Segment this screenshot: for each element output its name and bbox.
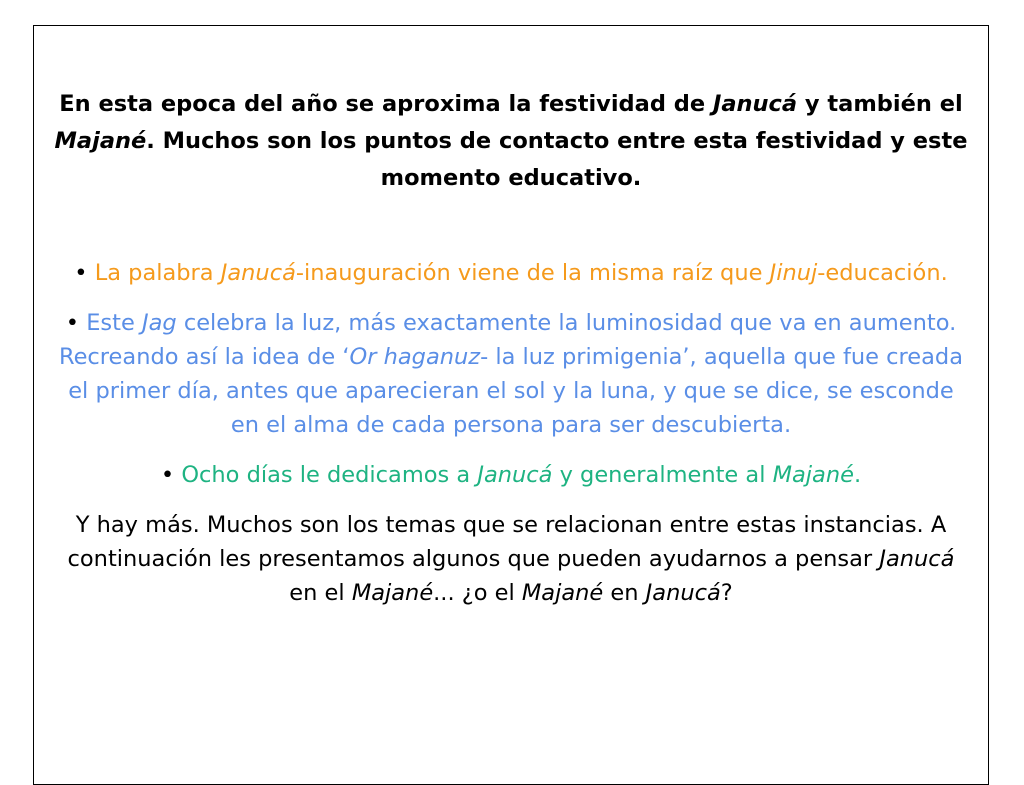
closing-text-4: en <box>603 580 646 606</box>
bullet1-italic-januca: Janucá <box>220 260 296 286</box>
slide-frame <box>33 25 989 785</box>
closing-text-3: ... ¿o el <box>433 580 522 606</box>
bullet2-italic-or-haganuz: Or haganuz <box>349 344 481 370</box>
closing-italic-januca-1: Janucá <box>879 546 955 572</box>
closing-text-2: en el <box>289 580 352 606</box>
intro-text-3: . Muchos son los puntos de contacto entre esta festividad y este momento educativo. <box>146 128 968 191</box>
intro-italic-januca: Janucá <box>712 91 798 117</box>
bullet2-italic-jag: Jag <box>141 310 177 336</box>
bullet-dot-icon: • <box>74 260 88 286</box>
bullet-item-jag-light <box>54 306 968 442</box>
bullet3-italic-januca: Janucá <box>477 462 553 488</box>
intro-italic-majane: Majané <box>54 128 147 154</box>
closing-text-5: ? <box>720 580 733 606</box>
bullet-dot-icon: • <box>160 462 175 488</box>
bullet-item-eight-days <box>54 458 968 492</box>
bullet-dot-icon: • <box>65 310 80 336</box>
closing-italic-januca-2: Janucá <box>645 580 721 606</box>
closing-italic-majane-2: Majané <box>521 580 604 606</box>
bullet3-text-1: Ocho días le dedicamos a <box>181 462 478 488</box>
bullet2-text-3: - la luz primigenia’, aquella que fue creada el primer día, antes que aparecieran el sol y la luna, y que se dice, se esconde en el alma de cada persona para ser descubierta. <box>68 344 964 438</box>
bullet-list <box>54 256 968 626</box>
bullet1-text-1: La palabra <box>94 260 221 286</box>
bullet2-text-2: celebra la luz, más exactamente la luminosidad que va en aumento. Recreando así la idea de ‘ <box>58 310 957 370</box>
closing-text-1: Y hay más. Muchos son los temas que se relacionan entre estas instancias. A continuación les presentamos algunos que pueden ayudarnos a pensar <box>67 512 947 572</box>
bullet2-text-1: Este <box>86 310 142 336</box>
intro-text-2: y también el <box>797 91 963 117</box>
intro-paragraph <box>44 86 978 197</box>
bullet3-italic-majane: Majané <box>772 462 854 488</box>
bullet-item-januca-word <box>54 256 968 290</box>
intro-text-1: En esta epoca del año se aproxima la festividad de <box>59 91 713 117</box>
closing-paragraph <box>54 508 968 610</box>
bullet1-italic-jinuj: Jinuj <box>769 260 818 286</box>
bullet1-text-2: -inauguración viene de la misma raíz que <box>295 260 770 286</box>
bullet1-text-3: -educación. <box>817 260 948 286</box>
bullet3-text-2: y generalmente al <box>552 462 773 488</box>
bullet3-text-3: . <box>853 462 862 488</box>
closing-italic-majane-1: Majané <box>351 580 434 606</box>
